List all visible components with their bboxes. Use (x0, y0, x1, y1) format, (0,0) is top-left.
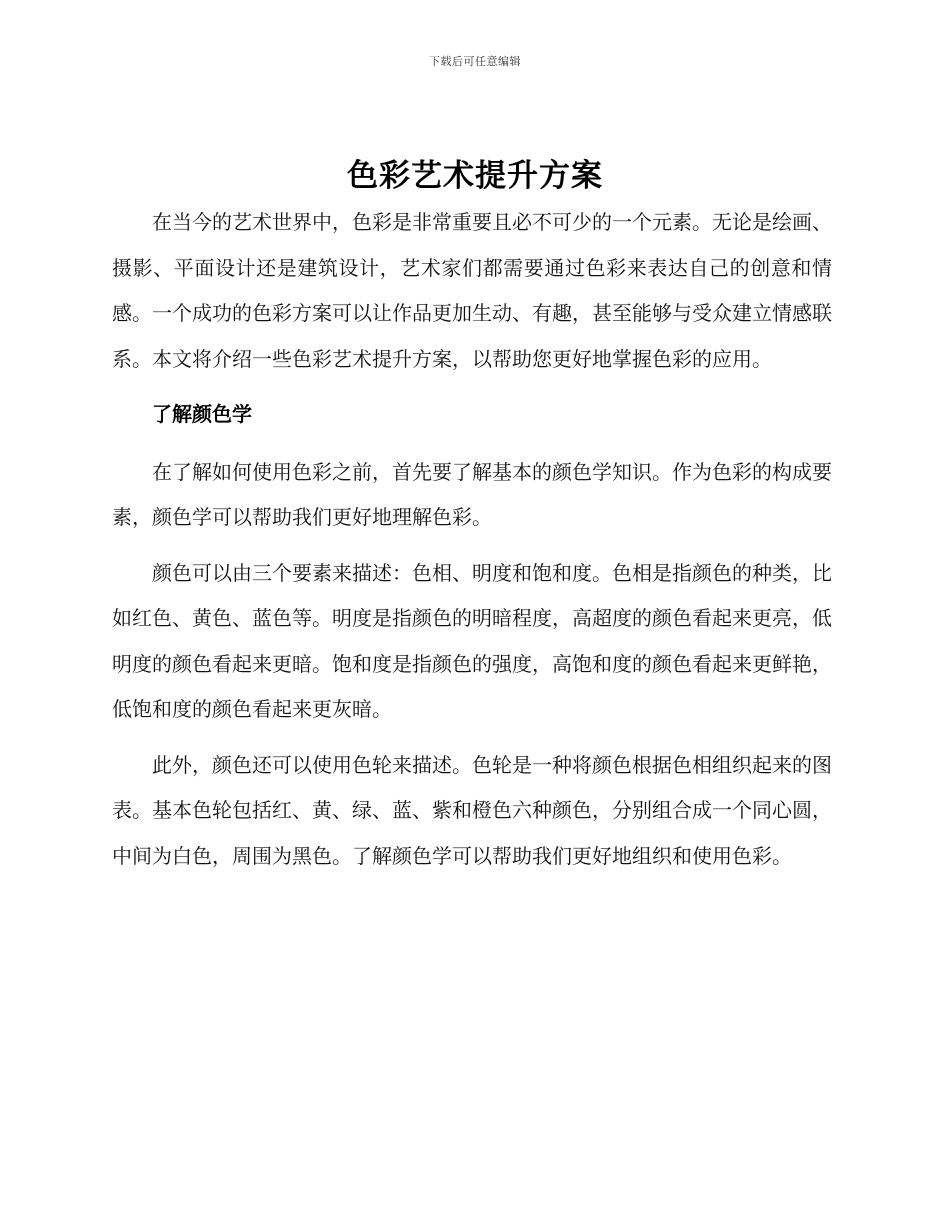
section-paragraph-2: 颜色可以由三个要素来描述：色相、明度和饱和度。色相是指颜色的种类，比如红色、黄色、蓝色等。明度是指颜色的明暗程度，高超度的颜色看起来更亮，低明度的颜色看起来更暗。饱和度是指颜色的强度，高饱和度的颜色看起来更鲜艳，低饱和度的颜色看起来更灰暗。 (112, 560, 832, 721)
intro-paragraph: 在当今的艺术世界中，色彩是非常重要且必不可少的一个元素。无论是绘画、摄影、平面设计还是建筑设计，艺术家们都需要通过色彩来表达自己的创意和情感。一个成功的色彩方案可以让作品更加生动、有趣，甚至能够与受众建立情感联系。本文将介绍一些色彩艺术提升方案，以帮助您更好地掌握色彩的应用。 (112, 210, 832, 371)
page-header-note: 下载后可任意编辑 (429, 55, 521, 68)
section-heading: 了解颜色学 (152, 402, 252, 426)
section-paragraph-3: 此外，颜色还可以使用色轮来描述。色轮是一种将颜色根据色相组织起来的图表。基本色轮包括红、黄、绿、蓝、紫和橙色六种颜色，分别组合成一个同心圆，中间为白色，周围为黑色。了解颜色学可以帮助我们更好地组织和使用色彩。 (112, 752, 832, 868)
document-body (112, 200, 832, 889)
document-title: 色彩艺术提升方案 (347, 158, 603, 194)
section-paragraph-1: 在了解如何使用色彩之前，首先要了解基本的颜色学知识。作为色彩的构成要素，颜色学可以帮助我们更好地理解色彩。 (112, 459, 832, 529)
